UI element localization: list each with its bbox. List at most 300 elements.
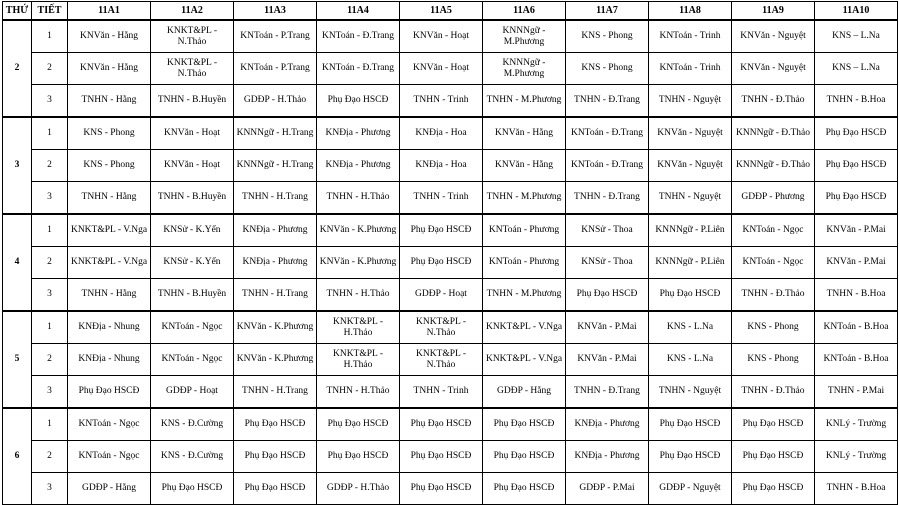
day-number: 2 bbox=[3, 20, 32, 117]
schedule-cell-text: Phụ Đạo HSCĐ bbox=[410, 483, 472, 493]
schedule-cell-text: KNKT&PL - N.Thảo bbox=[415, 348, 467, 370]
schedule-cell bbox=[483, 408, 566, 441]
schedule-cell-text: KNToán - Đ.Trang bbox=[321, 31, 395, 41]
header-row bbox=[3, 2, 898, 21]
schedule-cell bbox=[317, 441, 400, 473]
schedule-cell-text: GDĐP - Hằng bbox=[496, 386, 551, 396]
schedule-cell bbox=[815, 473, 898, 505]
schedule-cell bbox=[151, 150, 234, 182]
schedule-cell-text: TNHN - B.Hoa bbox=[826, 483, 886, 493]
schedule-cell-text: TNHN - Đ.Trang bbox=[574, 386, 640, 396]
schedule-cell bbox=[234, 473, 317, 505]
schedule-cell-text: TNHN - Nguyệt bbox=[658, 386, 722, 396]
period-number: 3 bbox=[32, 85, 68, 118]
schedule-cell bbox=[400, 214, 483, 247]
schedule-cell bbox=[732, 279, 815, 312]
schedule-cell bbox=[400, 441, 483, 473]
schedule-cell bbox=[649, 53, 732, 85]
schedule-cell-text: TNHN - Trinh bbox=[413, 386, 469, 396]
schedule-cell-text: TNHN - Đ.Trang bbox=[574, 95, 640, 105]
schedule-cell bbox=[483, 441, 566, 473]
schedule-cell bbox=[400, 344, 483, 376]
class-header: 11A3 bbox=[234, 2, 317, 21]
schedule-cell bbox=[151, 344, 234, 376]
schedule-cell-text: Phụ Đạo HSCĐ bbox=[576, 289, 638, 299]
schedule-cell-text: KNNNgữ - Đ.Thảo bbox=[735, 128, 810, 138]
schedule-cell bbox=[566, 53, 649, 85]
schedule-cell-text: TNHN - B.Huyền bbox=[157, 192, 227, 202]
period-number: 1 bbox=[32, 20, 68, 53]
schedule-cell bbox=[483, 247, 566, 279]
schedule-cell-text: KNKT&PL - V.Nga bbox=[485, 354, 563, 364]
schedule-cell bbox=[483, 53, 566, 85]
table-row bbox=[3, 279, 898, 312]
schedule-cell bbox=[649, 441, 732, 473]
schedule-cell-text: KNVăn - P.Mai bbox=[577, 322, 637, 332]
schedule-cell-text: KNS - Phong bbox=[83, 160, 135, 170]
schedule-cell bbox=[317, 214, 400, 247]
schedule-cell-text: KNNNgữ - P.Liên bbox=[655, 225, 725, 235]
schedule-cell-text: TNHN - H.Trang bbox=[242, 386, 308, 396]
schedule-cell bbox=[566, 182, 649, 215]
schedule-cell-text: KNKT&PL - V.Nga bbox=[70, 225, 148, 235]
schedule-cell bbox=[151, 279, 234, 312]
schedule-cell bbox=[68, 117, 151, 150]
schedule-cell bbox=[732, 117, 815, 150]
schedule-cell bbox=[68, 473, 151, 505]
schedule-cell-text: KNVăn - P.Mai bbox=[826, 257, 886, 267]
schedule-cell bbox=[815, 150, 898, 182]
class-header: 11A9 bbox=[732, 2, 815, 21]
schedule-cell-text: KNS - L.Na bbox=[666, 354, 714, 364]
schedule-cell bbox=[68, 344, 151, 376]
schedule-cell bbox=[566, 214, 649, 247]
schedule-cell-text: KNToán - Đ.Trang bbox=[570, 128, 644, 138]
day-number: 4 bbox=[3, 214, 32, 311]
schedule-cell-text: Phụ Đạo HSCĐ bbox=[742, 451, 804, 461]
schedule-cell-text: Phụ Đạo HSCĐ bbox=[493, 451, 555, 461]
schedule-cell bbox=[732, 247, 815, 279]
schedule-cell-text: KNĐịa - Hoa bbox=[415, 128, 467, 138]
schedule-cell bbox=[151, 441, 234, 473]
schedule-cell bbox=[151, 53, 234, 85]
period-number: 3 bbox=[32, 279, 68, 312]
schedule-cell-text: KNNNgữ - P.Liên bbox=[655, 257, 725, 267]
schedule-cell-text: Phụ Đạo HSCĐ bbox=[410, 419, 472, 429]
schedule-cell-text: TNHN - Hằng bbox=[81, 192, 137, 202]
schedule-cell-text: TNHN - Đ.Trang bbox=[574, 192, 640, 202]
schedule-cell bbox=[234, 311, 317, 344]
schedule-cell bbox=[68, 214, 151, 247]
schedule-cell bbox=[151, 117, 234, 150]
schedule-cell bbox=[483, 311, 566, 344]
schedule-cell-text: KNVăn - Hoạt bbox=[164, 160, 220, 170]
schedule-cell-text: KNVăn - Hằng bbox=[494, 128, 554, 138]
schedule-cell-text: GDĐP - Hoạt bbox=[166, 386, 218, 396]
schedule-cell bbox=[68, 20, 151, 53]
schedule-cell bbox=[151, 247, 234, 279]
schedule-cell-text: TNHN - M.Phương bbox=[486, 289, 562, 299]
schedule-cell bbox=[815, 311, 898, 344]
schedule-cell-text: KNVăn - Hằng bbox=[494, 160, 554, 170]
schedule-cell bbox=[566, 441, 649, 473]
period-number: 2 bbox=[32, 150, 68, 182]
schedule-cell bbox=[566, 279, 649, 312]
schedule-cell bbox=[649, 473, 732, 505]
schedule-cell bbox=[151, 376, 234, 409]
schedule-cell bbox=[234, 150, 317, 182]
schedule-cell bbox=[68, 279, 151, 312]
table-row bbox=[3, 473, 898, 505]
schedule-cell bbox=[649, 150, 732, 182]
schedule-cell bbox=[317, 473, 400, 505]
period-number: 3 bbox=[32, 473, 68, 505]
schedule-cell bbox=[400, 311, 483, 344]
schedule-cell bbox=[815, 247, 898, 279]
schedule-cell bbox=[566, 311, 649, 344]
schedule-cell bbox=[234, 441, 317, 473]
schedule-cell-text: KNVăn - K.Phương bbox=[319, 225, 397, 235]
schedule-cell-text: GDĐP - Phương bbox=[741, 192, 805, 202]
schedule-cell bbox=[483, 344, 566, 376]
schedule-cell bbox=[732, 344, 815, 376]
schedule-cell-text: TNHN - Trinh bbox=[413, 192, 469, 202]
schedule-cell bbox=[234, 344, 317, 376]
class-header: 11A7 bbox=[566, 2, 649, 21]
schedule-cell-text: TNHN - B.Huyền bbox=[157, 95, 227, 105]
schedule-cell-text: Phụ Đạo HSCĐ bbox=[825, 192, 887, 202]
period-number: 1 bbox=[32, 408, 68, 441]
schedule-cell bbox=[317, 408, 400, 441]
schedule-cell-text: KNS - Phong bbox=[747, 354, 799, 364]
schedule-cell-text: Phụ Đạo HSCĐ bbox=[825, 160, 887, 170]
schedule-cell bbox=[815, 214, 898, 247]
schedule-cell bbox=[400, 182, 483, 215]
schedule-cell-text: KNĐịa - Phương bbox=[325, 128, 391, 138]
class-header: 11A5 bbox=[400, 2, 483, 21]
schedule-cell bbox=[151, 20, 234, 53]
table-row bbox=[3, 441, 898, 473]
schedule-cell bbox=[400, 20, 483, 53]
schedule-cell-text: KNNNgữ - Đ.Thảo bbox=[735, 160, 810, 170]
schedule-cell bbox=[566, 150, 649, 182]
table-row bbox=[3, 247, 898, 279]
schedule-cell bbox=[400, 117, 483, 150]
schedule-cell bbox=[68, 311, 151, 344]
schedule-cell-text: KNVăn - K.Phương bbox=[236, 354, 314, 364]
schedule-cell bbox=[400, 473, 483, 505]
schedule-cell bbox=[732, 311, 815, 344]
schedule-cell-text: KNVăn - Nguyệt bbox=[657, 128, 723, 138]
schedule-cell bbox=[400, 376, 483, 409]
schedule-cell bbox=[732, 150, 815, 182]
schedule-cell bbox=[649, 376, 732, 409]
schedule-cell-text: TNHN - Nguyệt bbox=[658, 95, 722, 105]
table-row bbox=[3, 214, 898, 247]
schedule-cell-text: KNNNgữ - H.Trang bbox=[236, 160, 314, 170]
schedule-cell-text: KNToán - P.Trang bbox=[240, 31, 310, 41]
schedule-cell-text: KNNNgữ - M.Phương bbox=[502, 57, 546, 79]
table-row bbox=[3, 53, 898, 85]
period-number: 2 bbox=[32, 441, 68, 473]
schedule-cell bbox=[234, 182, 317, 215]
schedule-cell bbox=[317, 344, 400, 376]
schedule-cell-text: TNHN - Nguyệt bbox=[658, 192, 722, 202]
period-number: 1 bbox=[32, 117, 68, 150]
schedule-cell bbox=[815, 279, 898, 312]
timetable bbox=[2, 1, 898, 505]
class-header: 11A10 bbox=[815, 2, 898, 21]
schedule-cell-text: Phụ Đạo HSCĐ bbox=[78, 386, 140, 396]
schedule-cell bbox=[649, 279, 732, 312]
schedule-cell-text: KNS - Đ.Cường bbox=[160, 419, 224, 429]
schedule-cell-text: KNVăn - P.Mai bbox=[826, 225, 886, 235]
schedule-cell bbox=[732, 214, 815, 247]
day-number: 3 bbox=[3, 117, 32, 214]
schedule-cell bbox=[483, 279, 566, 312]
schedule-cell-text: KNĐịa - Phương bbox=[325, 160, 391, 170]
schedule-cell-text: KNToán - P.Trang bbox=[240, 63, 310, 73]
schedule-cell bbox=[68, 247, 151, 279]
schedule-cell-text: KNVăn - Hoạt bbox=[413, 31, 469, 41]
schedule-cell-text: TNHN - B.Hoa bbox=[826, 95, 886, 105]
schedule-cell bbox=[483, 85, 566, 118]
schedule-cell bbox=[649, 20, 732, 53]
schedule-cell-text: KNVăn - Nguyệt bbox=[657, 160, 723, 170]
schedule-cell-text: GDĐP - Hoạt bbox=[415, 289, 467, 299]
schedule-cell bbox=[649, 214, 732, 247]
schedule-cell bbox=[566, 344, 649, 376]
schedule-cell bbox=[234, 279, 317, 312]
schedule-cell-text: KNKT&PL - N.Thảo bbox=[415, 316, 467, 338]
schedule-cell-text: TNHN - Hằng bbox=[81, 289, 137, 299]
schedule-cell-text: Phụ Đạo HSCĐ bbox=[327, 95, 389, 105]
period-number: 3 bbox=[32, 182, 68, 215]
schedule-cell bbox=[815, 117, 898, 150]
table-row bbox=[3, 182, 898, 215]
schedule-cell bbox=[317, 376, 400, 409]
schedule-cell bbox=[151, 473, 234, 505]
schedule-cell-text: KNS - Phong bbox=[747, 322, 799, 332]
schedule-cell bbox=[649, 117, 732, 150]
schedule-cell-text: KNKT&PL - H.Thảo bbox=[332, 348, 384, 370]
schedule-cell-text: KNSử - Thoa bbox=[581, 257, 633, 267]
schedule-cell bbox=[317, 117, 400, 150]
schedule-cell bbox=[317, 279, 400, 312]
schedule-cell-text: KNVăn - Hoạt bbox=[164, 128, 220, 138]
schedule-cell bbox=[68, 376, 151, 409]
period-number: 2 bbox=[32, 247, 68, 279]
schedule-cell-text: TNHN - H.Thảo bbox=[326, 289, 390, 299]
schedule-cell bbox=[151, 408, 234, 441]
schedule-cell-text: KNVăn - Nguyệt bbox=[740, 31, 806, 41]
schedule-cell bbox=[234, 85, 317, 118]
schedule-cell bbox=[732, 20, 815, 53]
schedule-cell bbox=[815, 376, 898, 409]
schedule-cell-text: KNĐịa - Nhung bbox=[78, 354, 140, 364]
schedule-cell bbox=[400, 408, 483, 441]
schedule-cell bbox=[815, 53, 898, 85]
schedule-cell-text: Phụ Đạo HSCĐ bbox=[244, 451, 306, 461]
period-number: 2 bbox=[32, 53, 68, 85]
schedule-cell bbox=[815, 344, 898, 376]
schedule-cell-text: KNS - Phong bbox=[581, 31, 633, 41]
day-number: 6 bbox=[3, 408, 32, 505]
schedule-cell-text: KNSử - K.Yến bbox=[163, 225, 221, 235]
schedule-cell-text: KNToán - B.Hoa bbox=[823, 322, 889, 332]
schedule-cell bbox=[483, 20, 566, 53]
schedule-cell bbox=[68, 441, 151, 473]
schedule-cell-text: Phụ Đạo HSCĐ bbox=[659, 451, 721, 461]
schedule-cell-text: KNToán - Trinh bbox=[659, 63, 721, 73]
schedule-cell-text: TNHN - H.Thảo bbox=[326, 192, 390, 202]
schedule-cell-text: KNĐịa - Hoa bbox=[415, 160, 467, 170]
schedule-cell-text: KNĐịa - Phương bbox=[574, 451, 640, 461]
schedule-cell-text: Phụ Đạo HSCĐ bbox=[659, 289, 721, 299]
schedule-cell bbox=[317, 53, 400, 85]
schedule-cell-text: KNKT&PL - V.Nga bbox=[70, 257, 148, 267]
schedule-cell-text: Phụ Đạo HSCĐ bbox=[410, 257, 472, 267]
schedule-cell bbox=[649, 311, 732, 344]
schedule-cell-text: KNS - Phong bbox=[83, 128, 135, 138]
schedule-cell-text: KNVăn - Nguyệt bbox=[740, 63, 806, 73]
schedule-cell bbox=[151, 182, 234, 215]
schedule-cell bbox=[649, 182, 732, 215]
schedule-cell bbox=[815, 85, 898, 118]
schedule-cell bbox=[400, 279, 483, 312]
schedule-cell bbox=[732, 85, 815, 118]
schedule-cell bbox=[400, 150, 483, 182]
day-number: 5 bbox=[3, 311, 32, 408]
schedule-cell-text: KNVăn - P.Mai bbox=[577, 354, 637, 364]
schedule-cell-text: KNToán - Trinh bbox=[659, 31, 721, 41]
schedule-cell bbox=[815, 441, 898, 473]
schedule-cell-text: KNVăn - K.Phương bbox=[236, 322, 314, 332]
schedule-cell-text: KNKT&PL - N.Thảo bbox=[166, 25, 218, 47]
schedule-cell bbox=[732, 376, 815, 409]
schedule-cell-text: KNToán - Phương bbox=[488, 225, 560, 235]
schedule-cell bbox=[68, 85, 151, 118]
schedule-cell-text: TNHN - Hằng bbox=[81, 95, 137, 105]
schedule-cell bbox=[649, 85, 732, 118]
schedule-cell-text: KNKT&PL - V.Nga bbox=[485, 322, 563, 332]
schedule-cell-text: Phụ Đạo HSCĐ bbox=[742, 483, 804, 493]
schedule-cell-text: KNToán - B.Hoa bbox=[823, 354, 889, 364]
schedule-cell bbox=[400, 247, 483, 279]
schedule-cell bbox=[566, 408, 649, 441]
schedule-cell-text: TNHN - M.Phương bbox=[486, 192, 562, 202]
schedule-cell bbox=[732, 53, 815, 85]
schedule-cell-text: KNNNgữ - M.Phương bbox=[502, 25, 546, 47]
schedule-cell bbox=[483, 214, 566, 247]
table-row bbox=[3, 117, 898, 150]
schedule-cell-text: KNS - Phong bbox=[581, 63, 633, 73]
schedule-cell-text: KNNNgữ - H.Trang bbox=[236, 128, 314, 138]
schedule-cell bbox=[317, 20, 400, 53]
schedule-cell-text: GDĐP - Nguyệt bbox=[659, 483, 721, 493]
schedule-cell-text: TNHN - H.Trang bbox=[242, 289, 308, 299]
schedule-cell-text: KNToán - Ngọc bbox=[78, 451, 140, 461]
schedule-cell-text: KNKT&PL - N.Thảo bbox=[166, 57, 218, 79]
schedule-cell bbox=[732, 408, 815, 441]
schedule-cell bbox=[234, 376, 317, 409]
period-number: 2 bbox=[32, 344, 68, 376]
schedule-cell-text: Phụ Đạo HSCĐ bbox=[410, 225, 472, 235]
schedule-cell-text: KNSử - K.Yến bbox=[163, 257, 221, 267]
schedule-cell-text: KNSử - Thoa bbox=[581, 225, 633, 235]
schedule-cell-text: Phụ Đạo HSCĐ bbox=[161, 483, 223, 493]
schedule-cell bbox=[317, 182, 400, 215]
schedule-cell bbox=[649, 408, 732, 441]
schedule-cell-text: TNHN - H.Thảo bbox=[326, 386, 390, 396]
schedule-cell bbox=[732, 182, 815, 215]
schedule-cell bbox=[566, 85, 649, 118]
schedule-cell-text: KNToán - Đ.Trang bbox=[321, 63, 395, 73]
schedule-cell-text: TNHN - Đ.Thảo bbox=[741, 95, 805, 105]
schedule-cell bbox=[234, 117, 317, 150]
schedule-cell bbox=[400, 85, 483, 118]
schedule-cell-text: TNHN - B.Hoa bbox=[826, 289, 886, 299]
schedule-cell-text: Phụ Đạo HSCĐ bbox=[244, 419, 306, 429]
schedule-cell-text: Phụ Đạo HSCĐ bbox=[493, 419, 555, 429]
schedule-cell-text: Phụ Đạo HSCĐ bbox=[244, 483, 306, 493]
schedule-cell bbox=[317, 311, 400, 344]
schedule-cell-text: Phụ Đạo HSCĐ bbox=[493, 483, 555, 493]
schedule-cell bbox=[234, 20, 317, 53]
schedule-cell-text: KNVăn - Hằng bbox=[79, 31, 139, 41]
class-header: 11A4 bbox=[317, 2, 400, 21]
schedule-cell-text: KNS – L.Na bbox=[832, 63, 880, 73]
schedule-cell-text: KNS - Đ.Cường bbox=[160, 451, 224, 461]
schedule-cell bbox=[317, 150, 400, 182]
schedule-cell-text: TNHN - P.Mai bbox=[827, 386, 885, 396]
schedule-cell-text: Phụ Đạo HSCĐ bbox=[327, 451, 389, 461]
table-row bbox=[3, 20, 898, 53]
schedule-cell bbox=[234, 408, 317, 441]
schedule-cell bbox=[151, 85, 234, 118]
period-header: TIẾT bbox=[32, 2, 68, 21]
schedule-cell bbox=[68, 150, 151, 182]
schedule-cell-text: TNHN - Trinh bbox=[413, 95, 469, 105]
schedule-cell-text: KNVăn - Hoạt bbox=[413, 63, 469, 73]
schedule-cell-text: KNĐịa - Nhung bbox=[78, 322, 140, 332]
schedule-cell bbox=[566, 117, 649, 150]
schedule-cell-text: KNToán - Ngọc bbox=[742, 225, 804, 235]
schedule-cell-text: GDĐP - Hằng bbox=[81, 483, 136, 493]
class-header: 11A6 bbox=[483, 2, 566, 21]
schedule-cell bbox=[649, 247, 732, 279]
schedule-cell bbox=[400, 53, 483, 85]
schedule-cell bbox=[815, 408, 898, 441]
schedule-cell-text: KNToán - Phương bbox=[488, 257, 560, 267]
timetable-body bbox=[3, 20, 898, 505]
schedule-cell-text: KNToán - Ngọc bbox=[742, 257, 804, 267]
schedule-cell-text: KNLý - Trường bbox=[825, 419, 887, 429]
schedule-cell bbox=[815, 182, 898, 215]
schedule-cell bbox=[151, 214, 234, 247]
schedule-cell bbox=[68, 53, 151, 85]
schedule-cell bbox=[234, 214, 317, 247]
schedule-cell bbox=[483, 150, 566, 182]
schedule-cell bbox=[68, 408, 151, 441]
schedule-cell-text: KNVăn - K.Phương bbox=[319, 257, 397, 267]
schedule-cell bbox=[566, 247, 649, 279]
schedule-cell-text: KNS – L.Na bbox=[832, 31, 880, 41]
class-header: 11A1 bbox=[68, 2, 151, 21]
table-row bbox=[3, 311, 898, 344]
schedule-cell-text: KNToán - Ngọc bbox=[78, 419, 140, 429]
schedule-cell bbox=[483, 117, 566, 150]
